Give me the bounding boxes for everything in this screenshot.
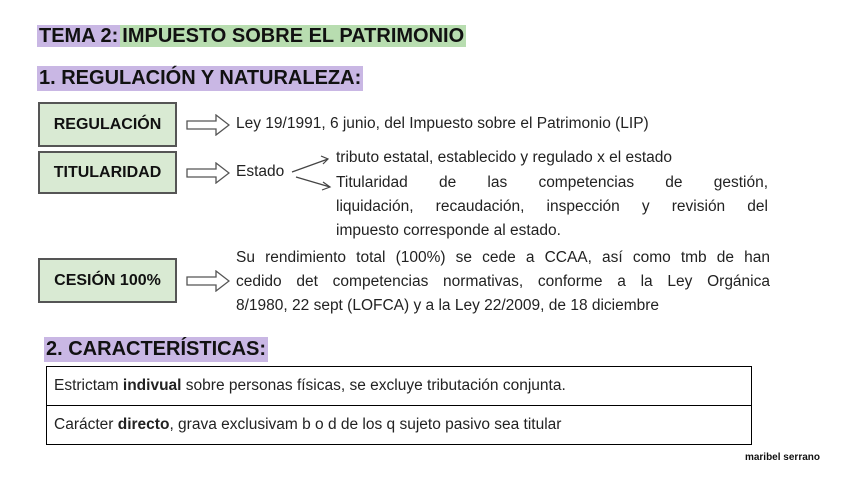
branch-arrows-icon: [290, 153, 334, 191]
cesion-line-2: cedido det competencias normativas, conforme a la Ley Orgánica: [236, 273, 770, 290]
author-signature: maribel serrano: [744, 452, 820, 463]
section-2-heading: 2. CARACTERÍSTICAS:: [46, 338, 267, 360]
titularidad-branch-2-line-2: liquidación, recaudación, inspección y revisión del: [336, 198, 768, 215]
row-2-pre: Carácter: [54, 416, 118, 433]
characteristics-table: [46, 366, 752, 445]
row-2-bold: directo: [117, 416, 170, 433]
titularidad-branch-2-line-1: Titularidad de las competencias de gestión,: [336, 174, 768, 191]
titularidad-branch-1: tributo estatal, establecido y regulado x el estado: [336, 149, 673, 166]
row-1-pre: Estrictam: [54, 377, 123, 394]
row-2-post: , grava exclusivam b o d de los q sujeto pasivo sea titular: [169, 416, 562, 433]
cesion-box: [38, 258, 177, 303]
arrow-right-icon: [186, 114, 230, 136]
cesion-line-3: 8/1980, 22 sept (LOFCA) y a la Ley 22/2009, de 18 diciembre: [236, 297, 660, 314]
title-main: IMPUESTO SOBRE EL PATRIMONIO: [122, 25, 465, 47]
row-1-post: sobre personas físicas, se excluye tributación conjunta.: [181, 377, 566, 394]
regulacion-label: REGULACIÓN: [53, 115, 162, 133]
regulacion-text: Ley 19/1991, 6 junio, del Impuesto sobre el Patrimonio (LIP): [236, 115, 649, 132]
table-row: [47, 405, 751, 444]
titularidad-branch-2-line-3: impuesto corresponde al estado.: [336, 222, 561, 239]
cesion-line-1: Su rendimiento total (100%) se cede a CCAA, así como tmb de han: [236, 249, 770, 266]
section-1-heading: 1. REGULACIÓN Y NATURALEZA:: [39, 67, 362, 89]
cesion-label: CESIÓN 100%: [54, 271, 161, 289]
title-prefix: TEMA 2:: [39, 25, 119, 47]
arrow-right-icon: [186, 270, 230, 292]
titularidad-label: TITULARIDAD: [53, 163, 162, 181]
titularidad-estado: Estado: [236, 163, 285, 180]
regulacion-box: [38, 102, 177, 147]
table-row: [47, 367, 751, 405]
arrow-right-icon: [186, 162, 230, 184]
titularidad-box: [38, 151, 177, 194]
page-title: [37, 24, 466, 49]
row-1-bold: indivual: [122, 377, 182, 394]
